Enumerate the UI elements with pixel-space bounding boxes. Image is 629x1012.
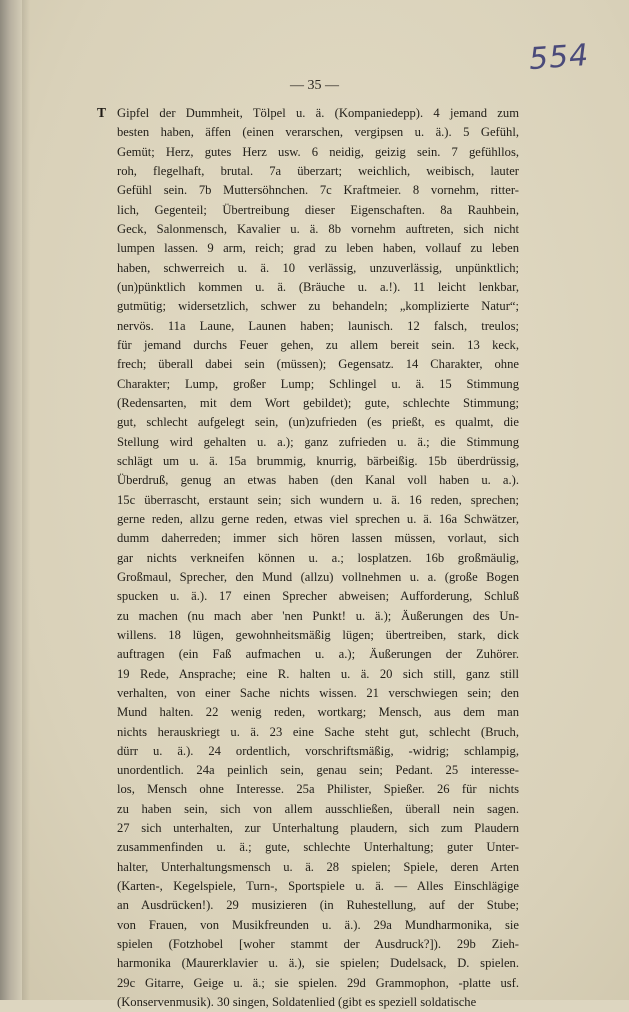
text-line: lumpen lassen. 9 arm, reich; grad zu leben haben, vollauf zu leben (117, 241, 519, 256)
text-line: gerne reden, allzu gerne reden, etwas viel sprechen u. ä. 16a Schwätzer, (117, 511, 519, 526)
text-line: Gemüt; Herz, gutes Herz usw. 6 neidig, geizig sein. 7 gefühllos, (117, 144, 519, 159)
text-line: (Konservenmusik). 30 singen, Soldatenlied (gibt es speziell soldatische (117, 995, 477, 1010)
text-line: 19 Rede, Ansprache; eine R. halten u. ä. 20 sich still, ganz still (117, 666, 519, 681)
text-line: 29c Gitarre, Geige u. ä.; sie spielen. 29d Grammophon, -platte usf. (117, 975, 519, 990)
text-line: (Karten-, Kegelspiele, Turn-, Sportspiele u. ä. — Alles Einschlägige (117, 879, 519, 894)
text-line: gar nichts verkneifen können u. a.; losplatzen. 16b großmäulig, (117, 550, 519, 565)
text-line: unordentlich. 24a peinlich sein, genau sein; Pedant. 25 interesse- (117, 763, 519, 778)
body-text (117, 104, 519, 1012)
text-line: zu haben sein, sich von allem ausschließen, überall nein sagen. (117, 801, 519, 816)
text-line: für jemand durchs Feuer gehen, zu allem bereit sein. 13 keck, (117, 337, 519, 352)
text-line: Großmaul, Sprecher, den Mund (allzu) vollnehmen u. a. (große Bogen (117, 569, 519, 584)
text-line: von Frauen, von Musikfreunden u. ä.). 29a Mundharmonika, sie (117, 917, 519, 932)
handwritten-page-annotation: 554 (527, 37, 591, 78)
text-line: nichts herauskriegt u. ä. 23 eine Sache steht gut, schlecht (Bruch, (117, 724, 519, 739)
text-line: schlägt um u. ä. 15a brummig, knurrig, bärbeißig. 15b überdrüssig, (117, 453, 519, 468)
text-line: roh, flegelhaft, brutal. 7a überzart; weichlich, weibisch, lauter (117, 163, 519, 178)
book-binding-edge (0, 0, 22, 1000)
text-line: spielen (Fotzhobel [woher stammt der Ausdruck?]). 29b Zieh- (117, 937, 519, 952)
text-line: halter, Unterhaltungsmensch u. ä. 28 spielen; Spiele, deren Arten (117, 859, 519, 874)
text-line: Gipfel der Dummheit, Tölpel u. ä. (Kompaniedepp). 4 jemand zum (117, 106, 519, 120)
text-line: auftragen (ein Faß aufmachen u. a.); Äußerungen der Zuhörer. (117, 647, 519, 662)
text-line: los, Mensch ohne Interesse. 25a Philister, Spießer. 26 für nichts (117, 782, 519, 797)
text-line: Überdruß, genug an etwas haben (den Kanal voll haben u. a.). (117, 473, 519, 488)
text-line: frech; überall dabei sein (müssen); Gegensatz. 14 Charakter, ohne (117, 357, 519, 372)
text-line: Mund halten. 22 wenig reden, wortkarg; Mensch, aus dem man (117, 705, 519, 720)
text-line: Geck, Salonmensch, Kavalier u. ä. 8b vornehm auftreten, sich nicht (117, 221, 519, 236)
page-number: — 35 — (290, 78, 339, 93)
text-line: haben, schwerreich u. ä. 10 verlässig, unzuverlässig, unpünktlich; (117, 260, 519, 275)
section-mark: T (97, 105, 107, 120)
text-line: 15c überrascht, erstaunt sein; sich wundern u. ä. 16 reden, sprechen; (117, 492, 519, 507)
text-line: Stellung wird gehalten u. a.); ganz zufrieden u. ä.; die Stimmung (117, 434, 519, 449)
text-line: verhalten, von einer Sache nichts wissen. 21 verschwiegen sein; den (117, 685, 519, 700)
text-line: lich, Gegenteil; Übertreibung dieser Eigenschaften. 8a Rauhbein, (117, 202, 519, 217)
text-line: 27 sich unterhalten, zur Unterhaltung plaudern, sich zum Plaudern (117, 821, 519, 836)
text-line: dürr u. ä.). 24 ordentlich, vorschriftsmäßig, -widrig; schlampig, (117, 743, 519, 758)
text-line: nervös. 11a Laune, Launen haben; launisch. 12 falsch, treulos; (117, 318, 519, 333)
text-line: besten haben, äffen (einen verarschen, vergipsen u. ä.). 5 Gefühl, (117, 125, 519, 140)
text-line: (un)pünktlich kommen u. ä. (Bräuche u. a.!). 11 leicht lenkbar, (117, 279, 519, 294)
text-line: Gefühl sein. 7b Muttersöhnchen. 7c Kraftmeier. 8 vornehm, ritter- (117, 183, 519, 198)
text-line: (Redensarten, mit dem Wort gebildet); gute, schlechte Stimmung; (117, 395, 519, 410)
text-line: Charakter; Lump, großer Lump; Schlingel u. ä. 15 Stimmung (117, 376, 519, 391)
text-line: spucken u. ä.). 17 einen Sprecher abweisen; Aufforderung, Schluß (117, 589, 519, 604)
text-line: zusammenfinden u. ä.; gute, schlechte Unterhaltung; guter Unter- (117, 840, 519, 855)
text-line: harmonika (Maurerklavier u. ä.), sie spielen; Dudelsack, D. spielen. (117, 956, 519, 971)
text-line: dumm daherreden; immer sich hören lassen müssen, vorlaut, sich (117, 531, 519, 546)
page-fold-shadow (22, 0, 30, 1000)
text-line: zu machen (nu mach aber 'nen Punkt! u. ä.); Äußerungen des Un- (117, 608, 519, 623)
text-line: gutmütig; widersetzlich, schwer zu behandeln; „komplizierte Natur“; (117, 299, 519, 314)
text-line: an Ausdrücken!). 29 musizieren (in Ruhestellung, auf der Stube; (117, 898, 519, 913)
text-line: gut, schlecht aufgelegt sein, (un)zufrieden (es prießt, es qualmt, die (117, 415, 519, 430)
text-line: willens. 18 lügen, gewohnheitsmäßig lügen; übertreiben, stark, dick (117, 627, 519, 642)
